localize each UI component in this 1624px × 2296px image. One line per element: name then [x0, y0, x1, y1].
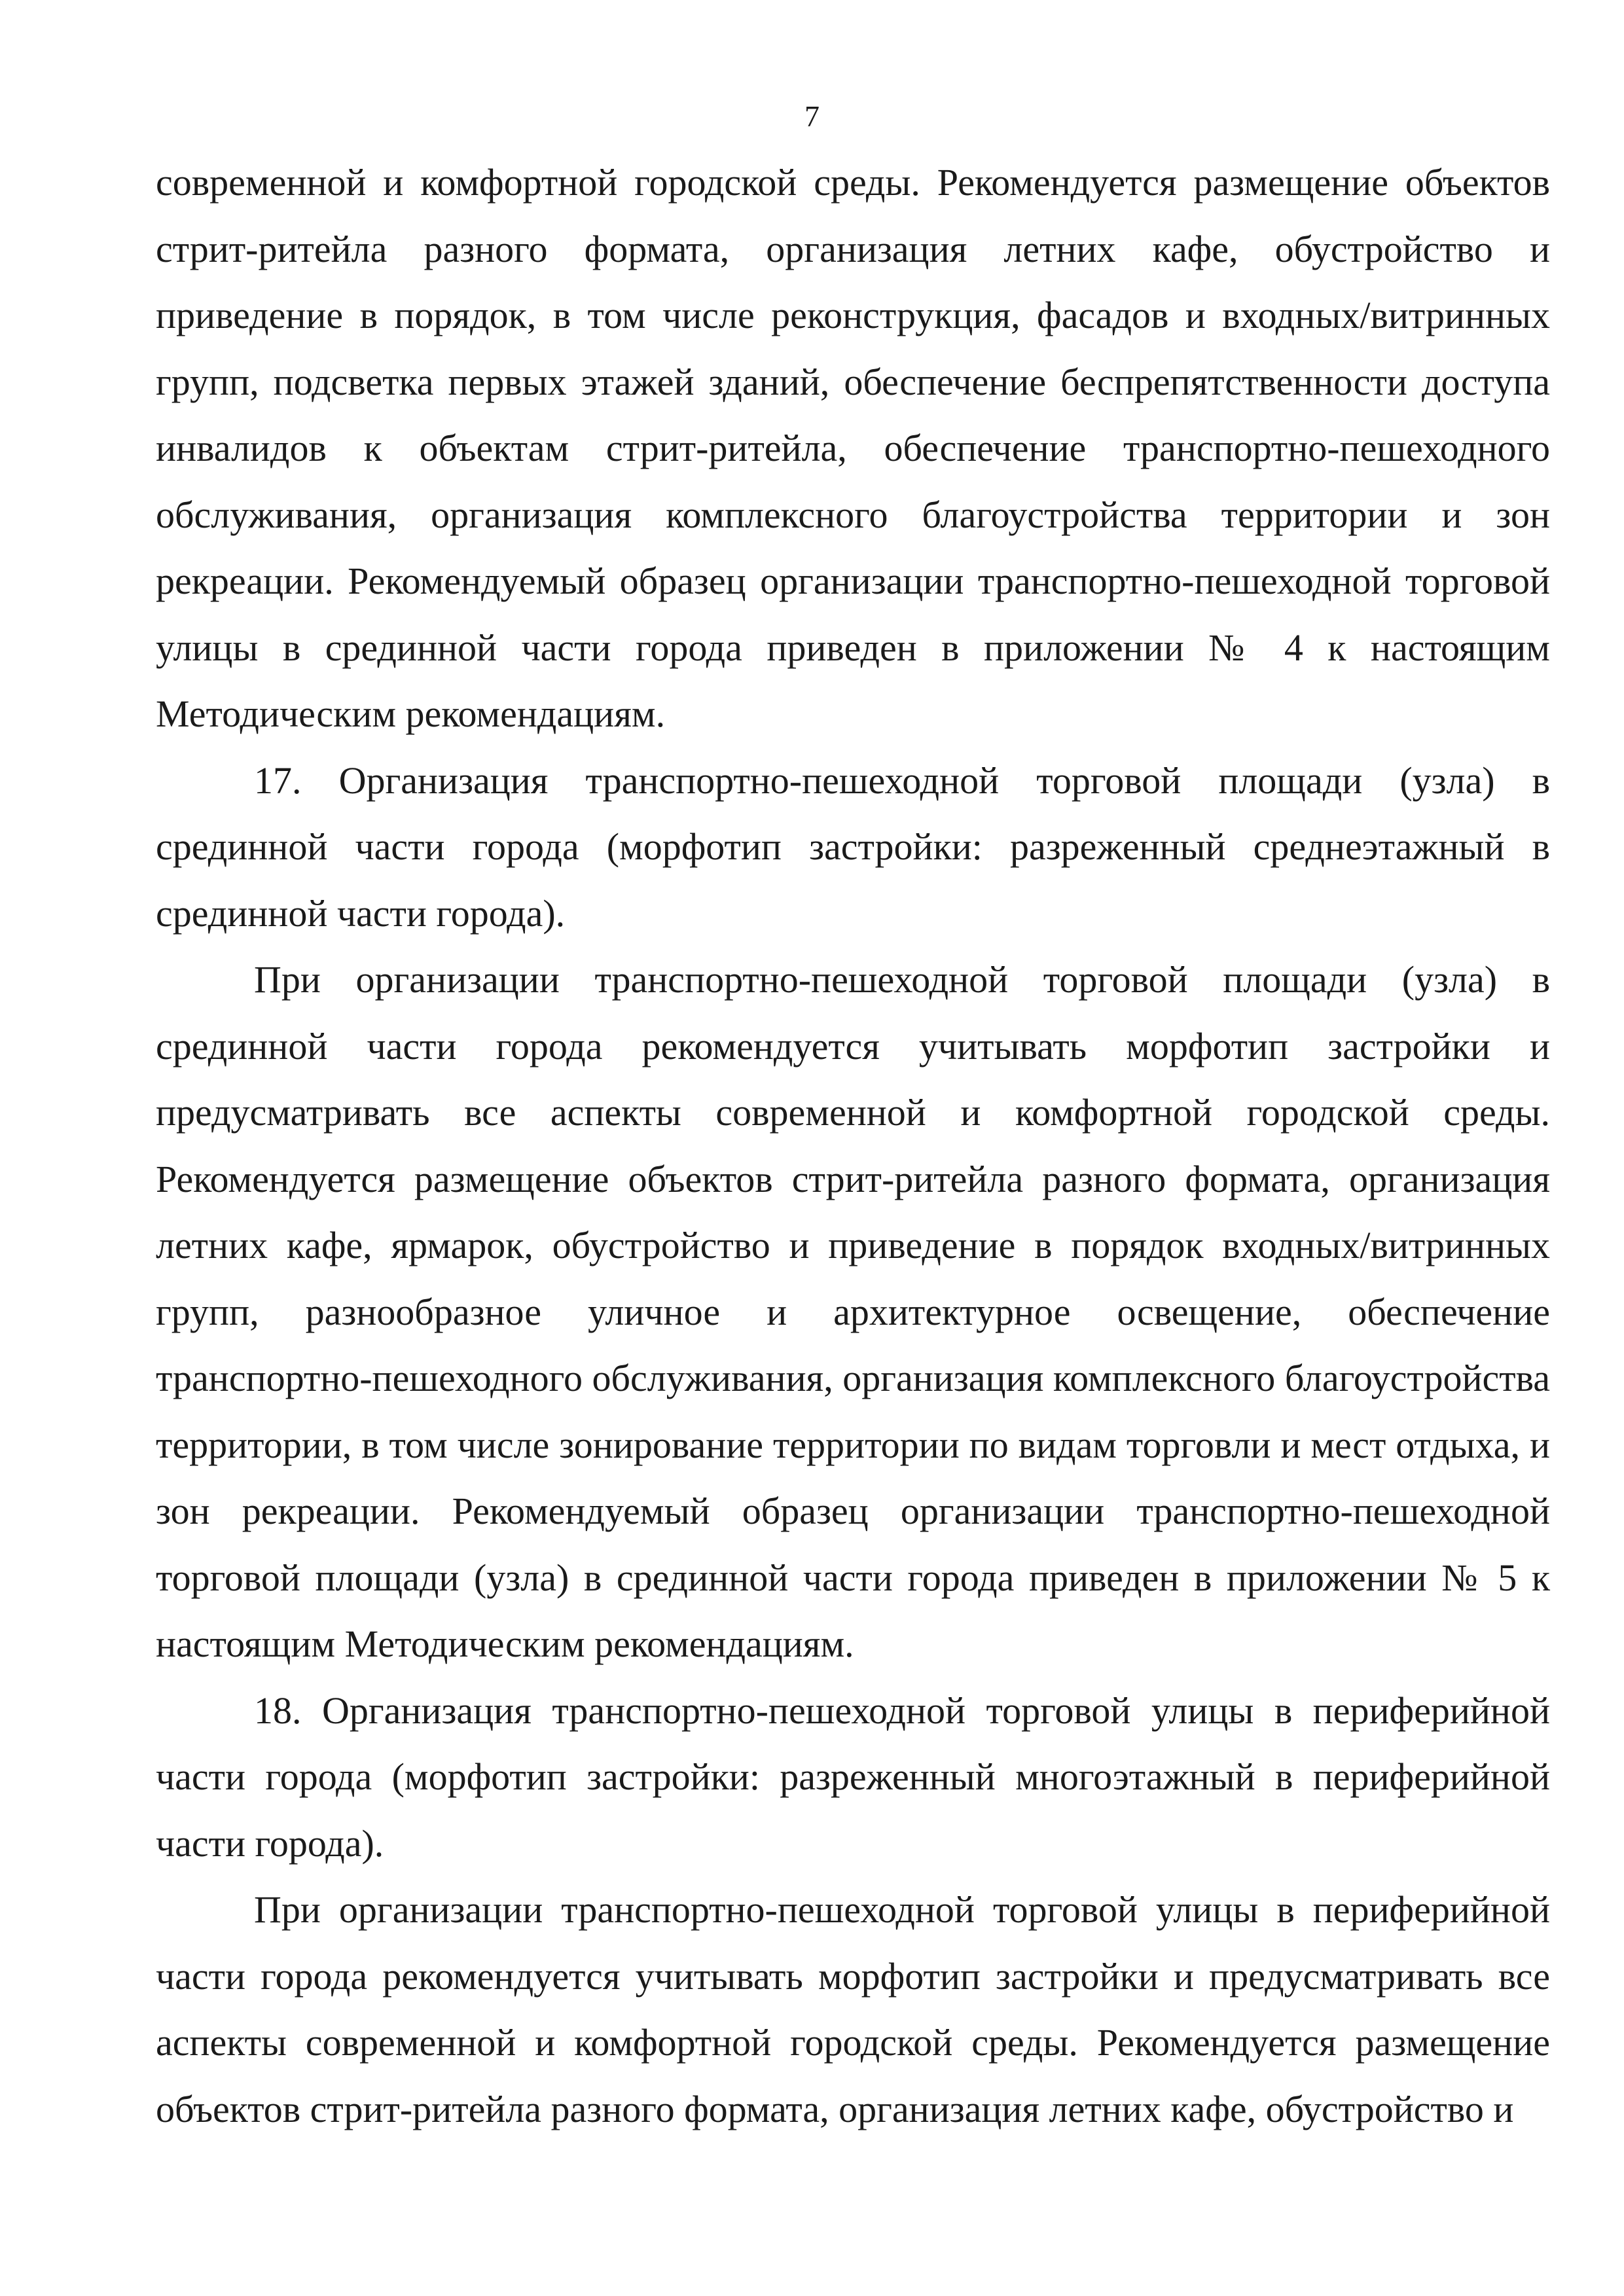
paragraph-continuation: современной и комфортной городской среды. Рекомендуется размещение объектов стрит-ритейла разного формата, организация летних кафе, обустройство и приведение в порядок, в том числе реконструкция, фасадов и входных/витринных групп, подсветка первых этажей зданий, обеспечение беспрепятственности доступа инвалидов к объектам стрит-ритейла, обеспечение транспортно-пешеходного обслуживания, организация комплексного благоустройства территории и зон рекреации. Рекомендуемый образец организации транспортно-пешеходной торговой улицы в срединной части города приведен в приложении № 4 к настоящим Методическим рекомендациям. — [156, 161, 1550, 735]
document-body — [156, 149, 1550, 2142]
paragraph-item-17-details: При организации транспортно-пешеходной торговой площади (узла) в срединной части города рекомендуется учитывать морфотип застройки и предусматривать все аспекты современной и комфортной городской среды. Рекомендуется размещение объектов стрит-ритейла разного формата, организация летних кафе, ярмарок, обустройство и приведение в порядок входных/витринных групп, разнообразное уличное и архитектурное освещение, обеспечение транспортно-пешеходного обслуживания, организация комплексного благоустройства территории, в том числе зонирование территории по видам торговли и мест отдыха, и зон рекреации. Рекомендуемый образец организации транспортно-пешеходной торговой площади (узла) в срединной части города приведен в приложении № 5 к настоящим Методическим рекомендациям. — [156, 958, 1550, 1665]
paragraph-item-17: 17. Организация транспортно-пешеходной торговой площади (узла) в срединной части города (морфотип застройки: разреженный среднеэтажный в срединной части города). — [156, 759, 1550, 935]
page-number: 7 — [804, 99, 820, 133]
paragraph-item-18-details: При организации транспортно-пешеходной торговой улицы в периферийной части города рекомендуется учитывать морфотип застройки и предусматривать все аспекты современной и комфортной городской среды. Рекомендуется размещение объектов стрит-ритейла разного формата, организация летних кафе, обустройство и — [156, 1888, 1550, 2130]
paragraph-item-18: 18. Организация транспортно-пешеходной торговой улицы в периферийной части города (морфотип застройки: разреженный многоэтажный в периферийной части города). — [156, 1689, 1550, 1865]
